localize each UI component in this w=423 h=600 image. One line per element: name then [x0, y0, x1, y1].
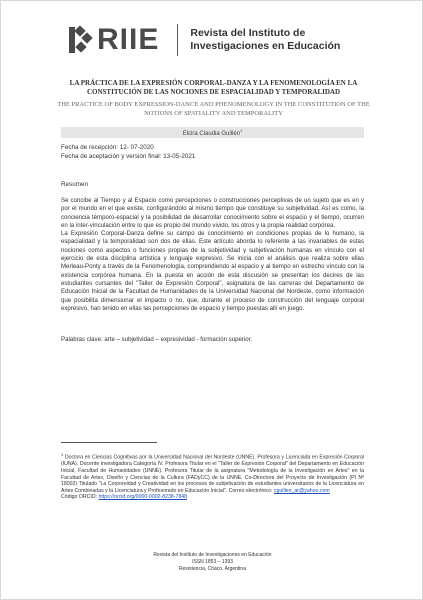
- article-title-spanish: LA PRÁCTICA DE LA EXPRESIÓN CORPORAL-DANZA Y LA FENOMENOLOGÍA EN LA CONSTITUCIÓN DE LAS NOCIONES DE ESPACIALIDAD Y TEMPORALIDAD: [69, 79, 358, 96]
- author-email-link[interactable]: cguillen_ar@yahoo.com: [273, 487, 330, 494]
- footer-line-issn: ISSN 1853 – 1393: [192, 559, 233, 565]
- received-date: Fecha de recepción: 12- 07-2020: [61, 144, 154, 151]
- footer-line-location: Resistencia, Chaco. Argentina: [179, 566, 246, 572]
- article-dates: [61, 144, 195, 161]
- journal-name: [190, 27, 340, 53]
- article-title-english: THE PRACTICE OF BODY EXPRESSION-DANCE AND PHENOMENOLOGY IN THE CONSTITUTION OF THE NOTIONS OF SPATIALITY AND TEMPORALITY: [57, 101, 370, 117]
- footnote-mark: 1: [61, 452, 64, 457]
- footer-line-journal: Revista del Instituto de Investigaciones en Educación: [153, 552, 272, 558]
- riie-logo: [69, 23, 159, 57]
- keywords: Palabras clave: arte – subjetividad – expresividad - formación superior.: [61, 336, 253, 343]
- author-name: Elcira Claudia Guillén: [182, 131, 241, 137]
- abstract-paragraph-2: La Expresión Corporal-Danza define su campo de conocimiento en condiciones propias de lo humano, la espacialidad y la temporalidad son dos de ellas. Este artículo aborda lo referente a las invariables de estas nociones como aspectos o funciones propias de la subjetividad y subjetivación humanas en vínculo con el ejercicio de esta disciplina artística y lenguaje expresivo. Se inicia con el análisis que realiza sobre ellas Merleau-Ponty a través de la Fenomenología, comprendiendo al espacio y al tiempo en estrecho vínculo con la existencia corpórea humana. En la puesta en acción de esta discusión se presentan los decires de las estudiantes cursantes del "Taller de Expresión Corporal", asignatura de las carreras del Departamento de Educación Inicial de la Facultad de Humanidades de la Universidad Nacional del Nordeste, como información que posibilita dimensionar el impacto o no, que, durante el proceso de construcción del lenguaje corporal expresivo, han tenido en ellas las percepciones de espacio y tiempo puestas allí en juego.: [61, 230, 364, 312]
- footnote-text: Doctora en Ciencias Cognitivas por la Universidad Nacional del Nordeste (UNNE). Profesora y Licenciada en Expresión Corporal (IUNA). Docente investigadora Categoría IV. Profesora Titular en el "Taller de Expresión Corporal" del Departamento en Educación Inicial, Facultad de Humanidades (UNNE). Profesora Titular de la asignatura "Metodología de la Investigación en Artes" en la Facultad de Artes, Diseño y Ciencias de la Cultura (FADyCC) de la UNNE. Co-Directora del Proyecto de Investigación (PI Nº 18002) Titulado "La Corporeidad y Creatividad en los procesos de subjetivación de estudiantes universitarios de la Licenciatura en Artes Combinadas y la Licenciatura y Profesorado en Educación Inicial". Correo electrónico:: [61, 454, 364, 494]
- journal-name-line2: Investigaciones en Educación: [190, 40, 341, 52]
- abstract-heading: Resumen: [61, 181, 88, 188]
- riie-logo-mark-icon: [69, 25, 95, 55]
- abstract-paragraph-1: Se concibe al Tiempo y al Espacio como percepciones o construcciones perceptivas de un sujeto que es en y por el mundo en el que existe, configurándolo al mismo tiempo que constituye su subjetividad. Así es como, la conciencia témporo-espacial y la posibilidad de desarrollar conocimiento sobre el espacio y el tiempo, ocurren en la inter-vinculación entre lo que es propio del mundo vivido, los otros y la propia realidad corpórea.: [61, 197, 364, 229]
- accepted-date: Fecha de aceptación y versión final: 13-05-2021: [61, 152, 196, 160]
- author-bar: [61, 127, 364, 138]
- author-footnote-mark: 1: [240, 128, 243, 133]
- footnote-divider: [61, 442, 157, 443]
- author-footnote: [61, 452, 364, 501]
- orcid-label: Código ORCID:: [61, 494, 99, 501]
- orcid-link[interactable]: https://orcid.org/0000-0002-8238-7848: [98, 494, 188, 501]
- abstract-body: [61, 197, 364, 313]
- journal-header: [69, 23, 340, 57]
- page-footer: [61, 552, 364, 573]
- journal-name-line1: Revista del Instituto de: [190, 27, 306, 39]
- header-divider: [177, 24, 178, 56]
- logo-wordmark: RIIE: [97, 23, 160, 56]
